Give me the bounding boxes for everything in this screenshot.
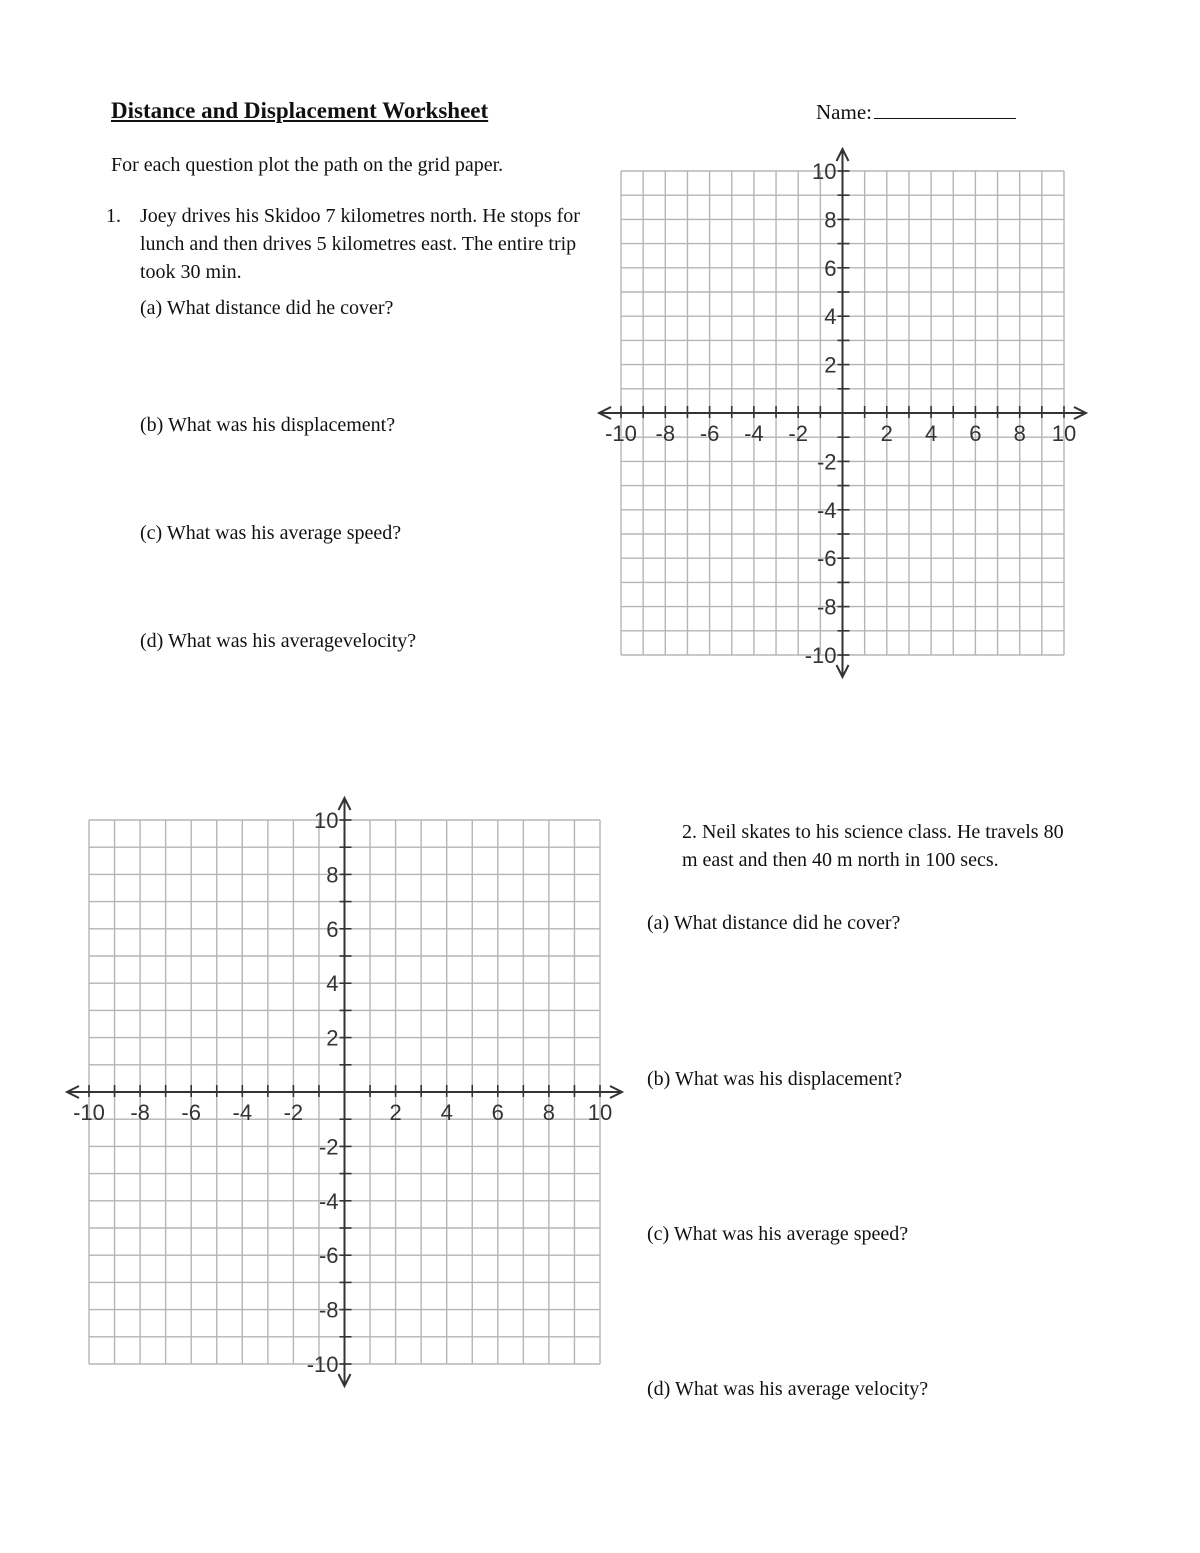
question-1-part-a: (a) What distance did he cover? [140, 297, 394, 319]
instructions: For each question plot the path on the grid paper. [111, 154, 504, 176]
y-tick-label: -8 [816, 594, 837, 620]
x-tick-label: 10 [587, 1100, 613, 1125]
x-tick-label: 4 [440, 1100, 453, 1125]
y-tick-label: 2 [824, 352, 837, 378]
question-2-text: 2. Neil skates to his science class. He travels 80 m east and then 40 m north in 100 secs. [682, 821, 1064, 871]
y-tick-label: -2 [318, 1134, 339, 1160]
x-tick-label: -8 [655, 421, 676, 446]
x-tick-label: -8 [130, 1100, 150, 1125]
y-tick-label: 6 [824, 255, 837, 281]
coordinate-grid-2[interactable] [67, 798, 622, 1386]
x-tick-label: 10 [1051, 421, 1077, 446]
y-tick-label: 4 [326, 971, 339, 997]
x-tick-label: 6 [491, 1100, 504, 1125]
question-2-part-a: (a) What distance did he cover? [647, 912, 901, 934]
x-tick-label: -2 [788, 421, 808, 446]
question-1-part-c: (c) What was his average speed? [140, 522, 402, 544]
y-tick-label: -4 [318, 1188, 339, 1214]
x-tick-label: 2 [880, 421, 893, 446]
name-label: Name: [816, 100, 872, 124]
y-tick-label: 2 [326, 1025, 339, 1051]
y-tick-label: -6 [318, 1243, 339, 1269]
y-tick-label: 8 [824, 207, 837, 233]
x-tick-label: 4 [924, 421, 938, 446]
question-1-part-b: (b) What was his displacement? [140, 414, 396, 436]
y-tick-label: 10 [314, 808, 339, 833]
x-tick-label: 2 [389, 1100, 402, 1125]
x-tick-label: 6 [969, 421, 982, 446]
x-tick-label: -6 [181, 1100, 201, 1125]
question-2-part-d: (d) What was his average velocity? [647, 1378, 929, 1400]
x-tick-label: 8 [542, 1100, 556, 1125]
x-tick-label: -10 [73, 1100, 105, 1125]
x-tick-label: -6 [699, 421, 720, 446]
y-tick-label: 8 [326, 862, 339, 888]
y-tick-label: -6 [816, 546, 837, 572]
x-tick-label: 8 [1013, 421, 1026, 446]
question-2-part-c: (c) What was his average speed? [647, 1223, 909, 1245]
x-tick-label: -4 [232, 1100, 253, 1125]
y-tick-label: -10 [306, 1352, 339, 1377]
y-tick-label: 6 [326, 916, 339, 942]
y-tick-label: 10 [812, 159, 837, 184]
worksheet-title: Distance and Displacement Worksheet [111, 98, 489, 123]
y-tick-label: -2 [816, 449, 837, 475]
y-tick-label: -4 [816, 497, 837, 523]
x-tick-label: -10 [605, 421, 637, 446]
question-1-part-d: (d) What was his averagevelocity? [140, 630, 417, 652]
y-tick-label: 4 [824, 304, 837, 330]
question-1-number: 1. [106, 205, 121, 227]
question-2-part-b: (b) What was his displacement? [647, 1068, 903, 1090]
coordinate-grid-1[interactable] [599, 149, 1086, 677]
y-tick-label: -10 [804, 643, 837, 668]
question-1-text: Joey drives his Skidoo 7 kilometres north. He stops for lunch and then drives 5 kilometres east. The entire trip took 30 min. [140, 205, 580, 283]
y-tick-label: -8 [318, 1297, 339, 1323]
x-tick-label: -4 [744, 421, 764, 446]
x-tick-label: -2 [283, 1100, 304, 1125]
